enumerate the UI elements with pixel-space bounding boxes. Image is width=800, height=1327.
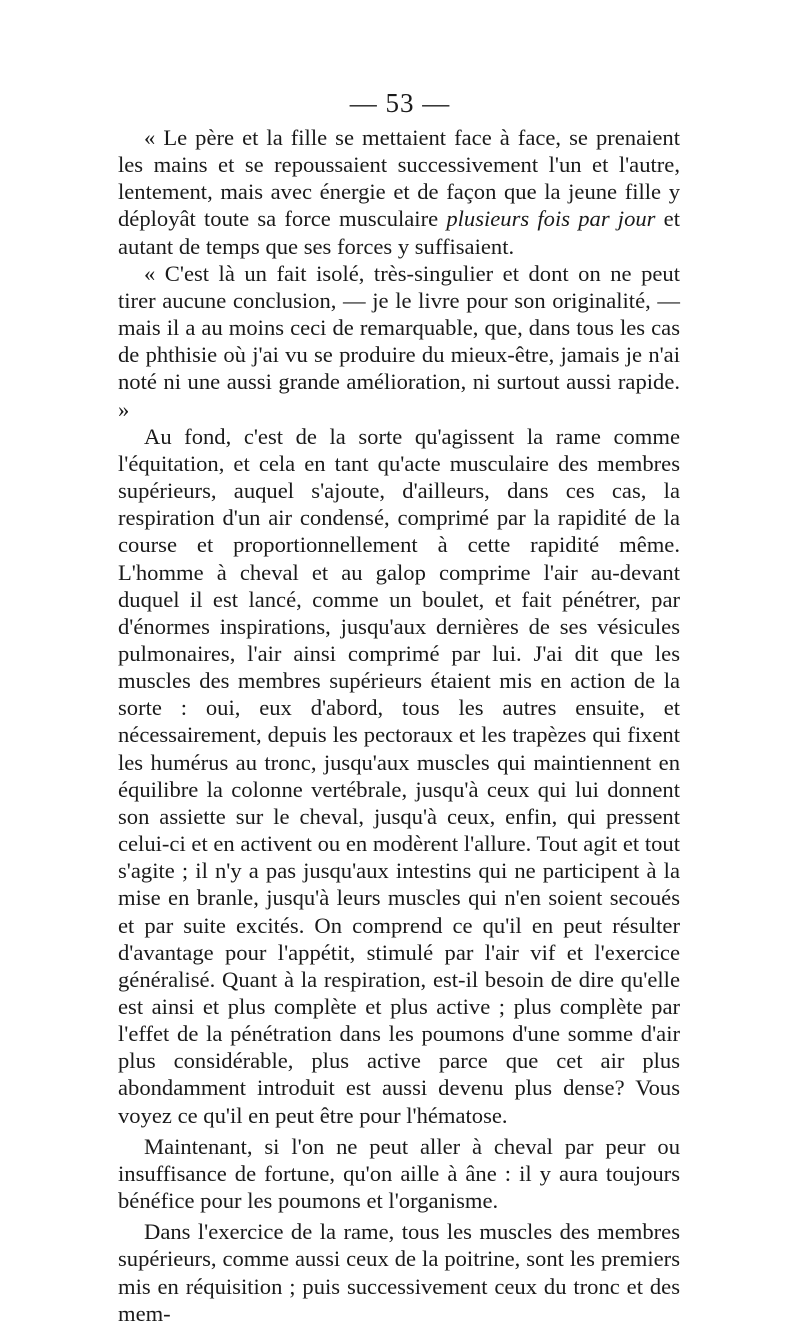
paragraph-1	[118, 124, 680, 260]
paragraph-5: Dans l'exercice de la rame, tous les muscles des membres supérieurs, comme aussi ceux de la poitrine, sont les premiers mis en réquisition ; puis successivement ceux du tronc et des mem-	[118, 1219, 680, 1326]
paragraph-4: Maintenant, si l'on ne peut aller à cheval par peur ou insuffisance de fortune, qu'on aille à âne : il y aura toujours bénéfice pour les poumons et l'organisme.	[118, 1133, 680, 1214]
body-text	[118, 124, 680, 1327]
paragraph-2: « C'est là un fait isolé, très-singulier et dont on ne peut tirer aucune conclusion, — je le livre pour son originalité, — mais il a au moins ceci de remarquable, que, dans tous les cas de phthisie où j'ai vu se produire du mieux-être, jamais je n'ai noté ni une aussi grande amélioration, ni surtout aussi rapide. »	[118, 260, 680, 422]
paragraph-1-text-start: « Le père et la fille se mettaient face à face, se prenaient les mains et se repoussaient successivement l'un et l'autre, lentement, mais avec énergie et de façon que la jeune fille y déployât toute sa force musculaire	[118, 125, 680, 232]
page-number: — 53 —	[349, 88, 451, 118]
paragraph-3: Au fond, c'est de la sorte qu'agissent la rame comme l'équitation, et cela en tant qu'acte musculaire des membres supérieurs, auquel s'ajoute, d'ailleurs, dans ces cas, la respiration d'un air condensé, comprimé par la rapidité de la course et proportionnellement à cette rapidité même. L'homme à cheval et au galop comprime l'air au-devant duquel il est lancé, comme un boulet, et fait pénétrer, par d'énormes inspirations, jusqu'aux dernières de ses vésicules pulmonaires, l'air ainsi comprimé par lui. J'ai dit que les muscles des membres supérieurs étaient mis en action de la sorte : oui, eux d'abord, tous les autres ensuite, et nécessairement, depuis les pectoraux et les trapèzes qui fixent les humérus au tronc, jusqu'aux muscles qui maintiennent en équilibre la colonne vertébrale, jusqu'à ceux qui lui donnent son assiette sur le cheval, jusqu'à ceux, enfin, qui pressent celui-ci et en activent ou en modèrent l'allure. Tout agit et tout s'agite ; il n'y a pas jusqu'aux intestins qui ne participent à la mise en branle, jusqu'à leurs muscles qui n'en soient secoués et par suite excités. On comprend ce qu'il en peut résulter d'avantage pour l'appétit, stimulé par l'air vif et l'exercice généralisé. Quant à la respiration, est-il besoin de dire qu'elle est ainsi et plus complète et plus active ; plus complète par l'effet de la pénétration dans les poumons d'une somme d'air plus considérable, plus active parce que cet air plus abondamment introduit est aussi devenu plus dense? Vous voyez ce qu'il en peut être pour l'hématose.	[118, 423, 680, 1128]
paragraph-1-emphasis: plusieurs fois par jour	[446, 206, 656, 232]
paragraph-1-text-end: et autant de temps que ses forces y suffisaient.	[118, 206, 680, 259]
